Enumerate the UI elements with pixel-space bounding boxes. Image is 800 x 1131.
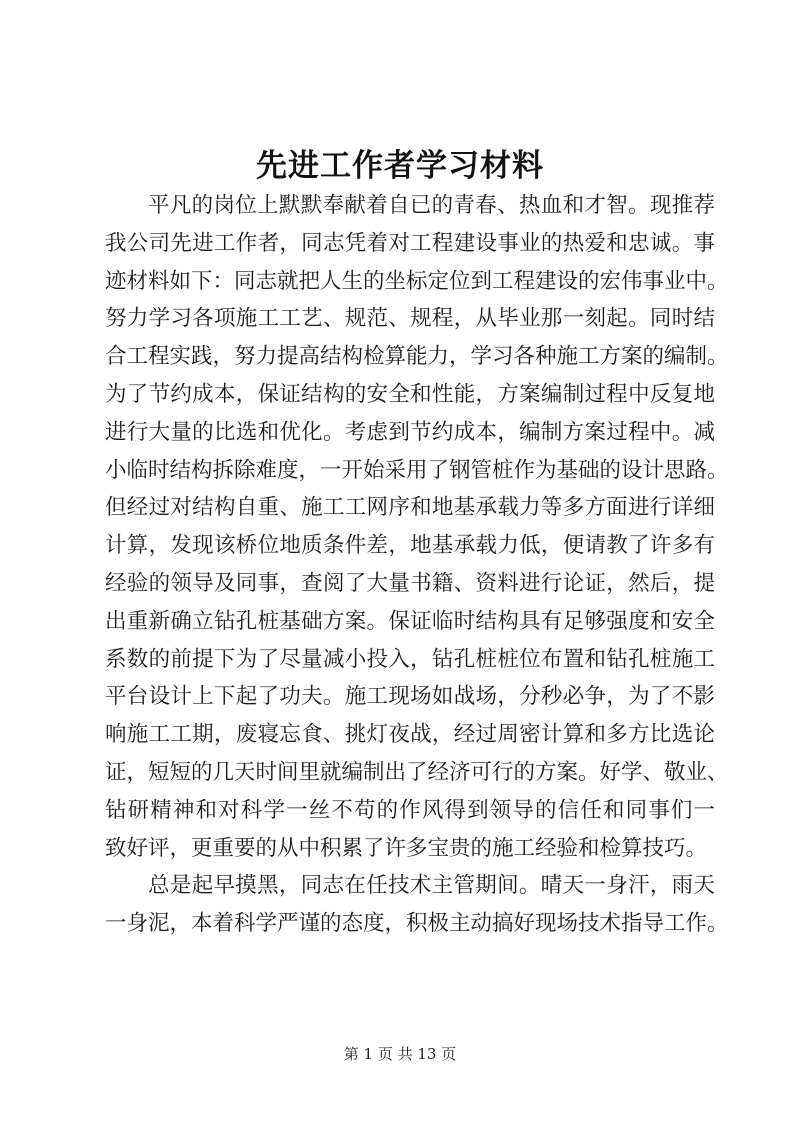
paragraph-1-line: 计算，发现该桥位地质条件差，地基承载力低，便请教了许多有 [105,533,715,559]
paragraph-1-line: 我公司先进工作者，同志凭着对工程建设事业的热爱和忠诚。事 [105,230,715,256]
paragraph-1-line: 为了节约成本，保证结构的安全和性能，方案编制过程中反复地 [105,381,715,407]
page-footer: 第 1 页 共 13 页 [343,1045,457,1063]
document-body [105,187,729,943]
paragraph-1-line: 小临时结构拆除难度，一开始采用了钢管桩作为基础的设计思路。 [105,457,729,483]
paragraph-1-line: 进行大量的比选和优化。考虑到节约成本，编制方案过程中。减 [105,419,715,445]
paragraph-1-line: 响施工工期，废寝忘食、挑灯夜战，经过周密计算和多方比选论 [105,722,715,748]
paragraph-1-line: 系数的前提下为了尽量减小投入，钻孔桩桩位布置和钻孔桩施工 [105,646,715,672]
paragraph-1-line: 平凡的岗位上默默奉献着自已的青春、热血和才智。现推荐 [148,193,715,218]
document-title: 先进工作者学习材料 [256,148,544,184]
paragraph-2-line: 总是起早摸黑，同志在任技术主管期间。晴天一身汗，雨天 [148,873,715,899]
paragraph-1-line: 证，短短的几天时间里就编制出了经济可行的方案。好学、敬业、 [105,759,729,785]
paragraph-1-line: 平台设计上下起了功夫。施工现场如战场，分秒必争，为了不影 [105,684,715,710]
paragraph-1-line: 努力学习各项施工工艺、规范、规程，从毕业那一刻起。同时结 [105,306,715,332]
paragraph-1-line: 但经过对结构自重、施工工网序和地基承载力等多方面进行详细 [105,495,715,521]
paragraph-1-line: 致好评，更重要的从中积累了许多宝贵的施工经验和检算技巧。 [105,835,708,861]
paragraph-2-line: 一身泥，本着科学严谨的态度，积极主动搞好现场技术指导工作。 [105,911,729,937]
paragraph-1-line: 合工程实践，努力提高结构检算能力，学习各种施工方案的编制。 [105,344,729,370]
paragraph-1-line: 钻研精神和对科学一丝不苟的作风得到领导的信任和同事们一 [105,797,715,823]
paragraph-1-line: 迹材料如下：同志就把人生的坐标定位到工程建设的宏伟事业中。 [105,268,729,294]
paragraph-1-line: 经验的领导及同事，查阅了大量书籍、资料进行论证，然后，提 [105,570,715,596]
paragraph-1-line: 出重新确立钻孔桩基础方案。保证临时结构具有足够强度和安全 [105,608,715,634]
